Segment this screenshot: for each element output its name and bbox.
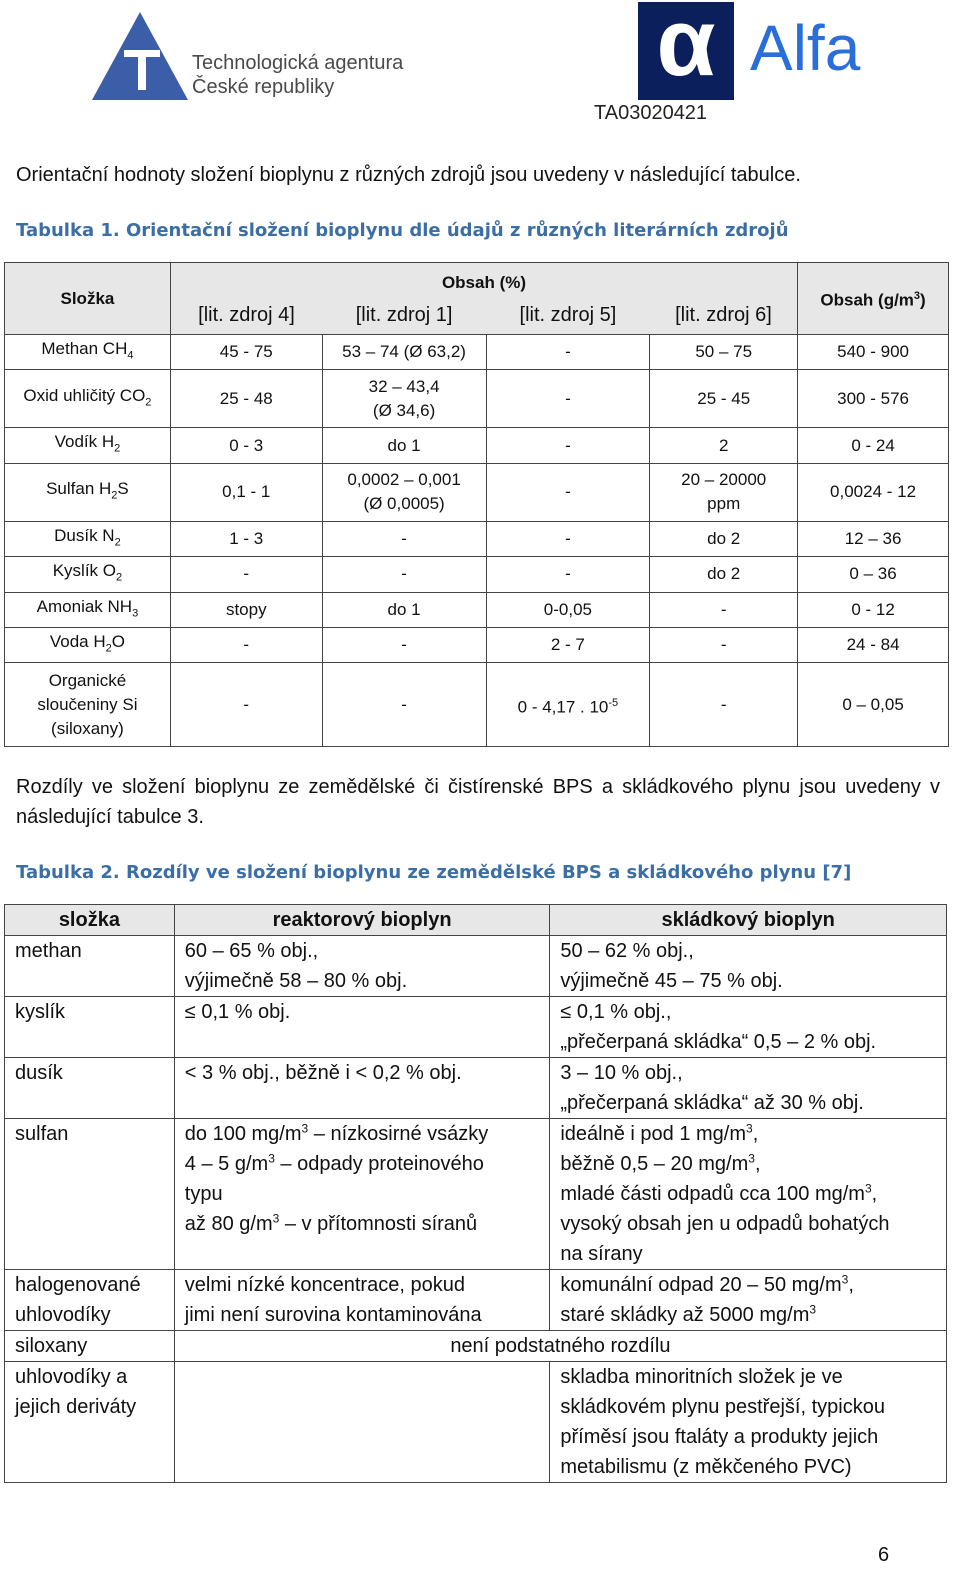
t1-header-source-6: [lit. zdroj 6]	[650, 297, 798, 335]
comparison-paragraph: Rozdíly ve složení bioplynu ze zemědělské či čistírenské BPS a skládkového plynu jsou uvedeny v následující tabulce 3.	[16, 776, 940, 828]
table-row	[5, 521, 949, 556]
table-row	[5, 627, 949, 662]
t2-component: halogenované uhlovodíky	[5, 1270, 175, 1331]
t2-reactor-cell: velmi nízké koncentrace, pokud jimi není surovina kontaminována	[174, 1270, 550, 1331]
t2-merged-cell: není podstatného rozdílu	[174, 1331, 946, 1362]
t1-cell: -	[486, 557, 650, 592]
table-row	[5, 936, 947, 997]
t1-component: Dusík $N_2$	[5, 521, 171, 556]
table-row	[5, 557, 949, 592]
table-row	[5, 335, 949, 370]
t2-header-landfill: skládkový bioplyn	[550, 905, 947, 936]
table-row	[5, 370, 949, 428]
t1-cell: -	[322, 663, 486, 747]
ta-logo	[88, 8, 418, 104]
t1-cell: -	[650, 592, 798, 627]
t1-cell: 25 - 45	[650, 370, 798, 428]
t1-header-component: Složka	[5, 263, 171, 335]
intro-paragraph: Orientační hodnoty složení bioplynu z různých zdrojů jsou uvedeny v následující tabulce.	[16, 164, 801, 186]
t1-cell: 0,0002 – 0,001 (Ø 0,0005)	[322, 463, 486, 521]
t1-component: Voda $H_2O$	[5, 627, 171, 662]
table-row	[5, 592, 949, 627]
t1-cell: 50 – 75	[650, 335, 798, 370]
t1-cell: -	[322, 627, 486, 662]
t1-cell: 0 – 36	[798, 557, 949, 592]
t2-component: sulfan	[5, 1119, 175, 1270]
t1-cell: 53 – 74 (Ø 63,2)	[322, 335, 486, 370]
alfa-logo-mark-icon: α	[638, 2, 734, 100]
page-number: 6	[878, 1544, 890, 1566]
t1-cell: -	[486, 521, 650, 556]
t2-landfill-cell: ≤ 0,1 % obj., „přečerpaná skládka“ 0,5 – 2 % obj.	[550, 997, 947, 1058]
t2-landfill-cell: 50 – 62 % obj., výjimečně 45 – 75 % obj.	[550, 936, 947, 997]
t1-component: Vodík $H_2$	[5, 428, 171, 463]
table2-caption: Tabulka 2. Rozdíly ve složení bioplynu ze zemědělské BPS a skládkového plynu [7]	[16, 862, 852, 883]
table1	[4, 262, 949, 747]
t2-reactor-cell	[174, 1362, 550, 1483]
t1-cell: do 2	[650, 521, 798, 556]
t2-reactor-cell: < 3 % obj., běžně i < 0,2 % obj.	[174, 1058, 550, 1119]
t1-cell: 0 - 4,17 . $10^{-5}$	[486, 663, 650, 747]
t2-component: methan	[5, 936, 175, 997]
t1-cell: 0,1 - 1	[170, 463, 322, 521]
table-row	[5, 463, 949, 521]
t1-header-content-percent: Obsah (%)	[170, 263, 797, 297]
t1-header-source-1: [lit. zdroj 1]	[322, 297, 486, 335]
t1-component: Sulfan $H_2S$	[5, 463, 171, 521]
t2-reactor-cell: do 100 $mg/m^3$ – nízkosirné vsázky 4 – 5 $g/m^3$ – odpady proteinového typu až 80 $g/m^3$ – v přítomnosti síranů	[174, 1119, 550, 1270]
t2-landfill-cell: ideálně i pod 1 $mg/m^3$, běžně 0,5 – 20 $mg/m^3$, mladé části odpadů cca 100 $mg/m^3$, vysoký obsah jen u odpadů bohatých na sírany	[550, 1119, 947, 1270]
t1-cell: 540 - 900	[798, 335, 949, 370]
t1-cell: 0 – 0,05	[798, 663, 949, 747]
t1-cell: -	[486, 428, 650, 463]
ta-logo-triangle-icon	[88, 8, 192, 104]
table-row	[5, 997, 947, 1058]
t1-cell: 12 – 36	[798, 521, 949, 556]
table-row	[5, 1362, 947, 1483]
t2-component: kyslík	[5, 997, 175, 1058]
t2-landfill-cell: komunální odpad 20 – 50 $mg/m^3$, staré skládky až 5000 $mg/m^3$	[550, 1270, 947, 1331]
table-row	[5, 428, 949, 463]
t1-cell: 0-0,05	[486, 592, 650, 627]
t1-cell: 0 - 3	[170, 428, 322, 463]
t1-cell: 45 - 75	[170, 335, 322, 370]
t2-header-component: složka	[5, 905, 175, 936]
t1-cell: 32 – 43,4 (Ø 34,6)	[322, 370, 486, 428]
alfa-logo	[638, 2, 868, 102]
t1-cell: -	[650, 663, 798, 747]
t2-reactor-cell: ≤ 0,1 % obj.	[174, 997, 550, 1058]
t1-cell: 24 - 84	[798, 627, 949, 662]
t2-header-reactor: reaktorový bioplyn	[174, 905, 550, 936]
t1-cell: 0,0024 - 12	[798, 463, 949, 521]
t1-cell: -	[170, 627, 322, 662]
t1-cell: 2 - 7	[486, 627, 650, 662]
t1-cell: 300 - 576	[798, 370, 949, 428]
t1-cell: 25 - 48	[170, 370, 322, 428]
t2-landfill-cell: skladba minoritních složek je ve skládkovém plynu pestřejší, typickou příměsí jsou ftaláty a produkty jejich metabilismu (z měkčeného PVC)	[550, 1362, 947, 1483]
project-code: TA03020421	[594, 102, 708, 124]
t1-cell: -	[170, 663, 322, 747]
t1-component: Oxid uhličitý $CO_2$	[5, 370, 171, 428]
t1-cell: do 2	[650, 557, 798, 592]
t1-cell: stopy	[170, 592, 322, 627]
t1-header-source-5: [lit. zdroj 5]	[486, 297, 650, 335]
t1-cell: -	[170, 557, 322, 592]
t1-cell: 20 – 20000 ppm	[650, 463, 798, 521]
t1-cell: -	[322, 521, 486, 556]
t2-component: siloxany	[5, 1331, 175, 1362]
t1-cell: 0 - 12	[798, 592, 949, 627]
t1-component: Organické sloučeniny Si (siloxany)	[5, 663, 171, 747]
t1-cell: -	[486, 370, 650, 428]
table-row	[5, 1058, 947, 1119]
t1-cell: -	[486, 463, 650, 521]
t1-cell: 2	[650, 428, 798, 463]
alfa-logo-text: Alfa	[750, 12, 861, 84]
t1-cell: 1 - 3	[170, 521, 322, 556]
t1-component: Methan $CH_4$	[5, 335, 171, 370]
t1-header-content-gm3: Obsah $(g/m^3)$	[798, 263, 949, 335]
table-row	[5, 1331, 947, 1362]
t1-cell: -	[486, 335, 650, 370]
t1-cell: do 1	[322, 428, 486, 463]
t1-cell: -	[322, 557, 486, 592]
table1-caption: Tabulka 1. Orientační složení bioplynu dle údajů z různých literárních zdrojů	[16, 220, 789, 241]
t2-reactor-cell: 60 – 65 % obj., výjimečně 58 – 80 % obj.	[174, 936, 550, 997]
table-row	[5, 1270, 947, 1331]
t2-component: dusík	[5, 1058, 175, 1119]
t2-component: uhlovodíky a jejich deriváty	[5, 1362, 175, 1483]
ta-logo-line2: České republiky	[192, 76, 335, 98]
table-row	[5, 663, 949, 747]
ta-logo-line1: Technologická agentura	[192, 52, 404, 74]
t1-header-source-4: [lit. zdroj 4]	[170, 297, 322, 335]
t1-cell: -	[650, 627, 798, 662]
table2	[4, 904, 947, 1483]
t1-cell: 0 - 24	[798, 428, 949, 463]
t2-landfill-cell: 3 – 10 % obj., „přečerpaná skládka“ až 30 % obj.	[550, 1058, 947, 1119]
t1-component: Amoniak $NH_3$	[5, 592, 171, 627]
table-row	[5, 1119, 947, 1270]
t1-cell: do 1	[322, 592, 486, 627]
t1-component: Kyslík $O_2$	[5, 557, 171, 592]
